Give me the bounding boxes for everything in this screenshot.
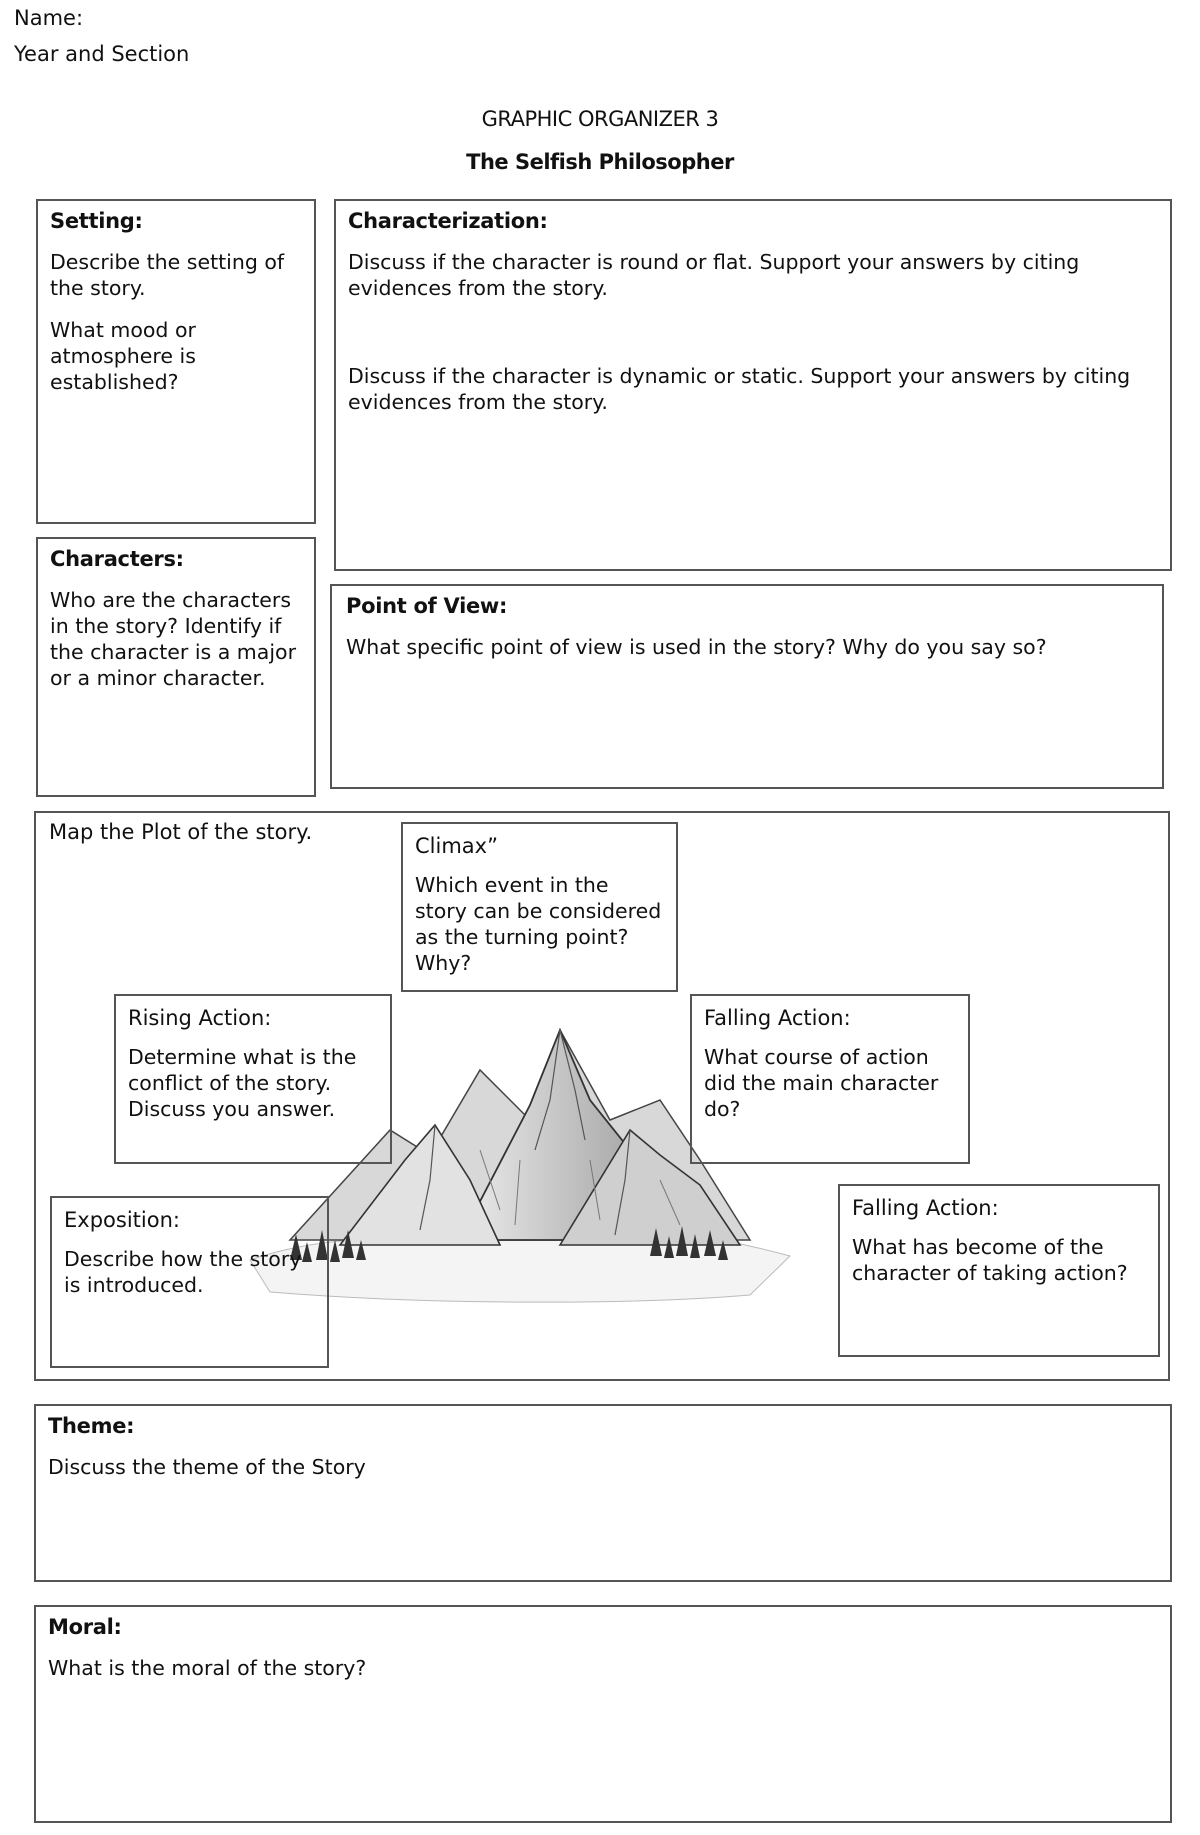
characterization-prompt-2: Discuss if the character is dynamic or static. Support your answers by citing evidences from the story. xyxy=(348,364,1131,414)
falling-action-prompt-2: What has become of the character of taking action? xyxy=(852,1235,1128,1285)
moral-prompt: What is the moral of the story? xyxy=(48,1656,367,1680)
name-label: Name: xyxy=(14,6,84,30)
characterization-prompt-1: Discuss if the character is round or flat. Support your answers by citing evidences from the story. xyxy=(348,250,1080,300)
exposition-box[interactable] xyxy=(50,1196,329,1368)
climax-label: Climax” xyxy=(415,834,498,858)
theme-box[interactable] xyxy=(34,1404,1172,1582)
organizer-title: GRAPHIC ORGANIZER 3 xyxy=(481,107,719,131)
plot-title: Map the Plot of the story. xyxy=(49,820,313,844)
rising-action-box[interactable] xyxy=(114,994,392,1164)
falling-action-label-1: Falling Action: xyxy=(704,1006,851,1030)
year-section-label: Year and Section xyxy=(14,42,190,66)
exposition-label: Exposition: xyxy=(64,1208,180,1232)
story-title: The Selfish Philosopher xyxy=(466,150,734,174)
point-of-view-box[interactable] xyxy=(330,584,1164,789)
point-of-view-prompt: What specific point of view is used in the story? Why do you say so? xyxy=(346,635,1047,659)
moral-box[interactable] xyxy=(34,1605,1172,1823)
characters-heading: Characters: xyxy=(50,547,184,571)
setting-prompt-1: Describe the setting of the story. xyxy=(50,250,285,300)
falling-action-box-2[interactable] xyxy=(838,1184,1160,1357)
characterization-heading: Characterization: xyxy=(348,209,548,233)
theme-prompt: Discuss the theme of the Story xyxy=(48,1455,366,1479)
falling-action-box-1[interactable] xyxy=(690,994,970,1164)
climax-prompt: Which event in the story can be considered as the turning point? Why? xyxy=(415,873,662,975)
characters-prompt: Who are the characters in the story? Identify if the character is a major or a minor character. xyxy=(50,588,297,690)
rising-action-prompt: Determine what is the conflict of the story. Discuss you answer. xyxy=(128,1045,357,1121)
setting-heading: Setting: xyxy=(50,209,143,233)
rising-action-label: Rising Action: xyxy=(128,1006,272,1030)
setting-prompt-2: What mood or atmosphere is established? xyxy=(50,318,196,394)
climax-box[interactable] xyxy=(401,822,678,992)
theme-heading: Theme: xyxy=(48,1414,135,1438)
characterization-box[interactable] xyxy=(334,199,1172,571)
falling-action-label-2: Falling Action: xyxy=(852,1196,999,1220)
falling-action-prompt-1: What course of action did the main character do? xyxy=(704,1045,939,1121)
characters-box[interactable] xyxy=(36,537,316,797)
exposition-prompt: Describe how the story is introduced. xyxy=(64,1247,302,1297)
point-of-view-heading: Point of View: xyxy=(346,594,508,618)
setting-box[interactable] xyxy=(36,199,316,524)
moral-heading: Moral: xyxy=(48,1615,122,1639)
